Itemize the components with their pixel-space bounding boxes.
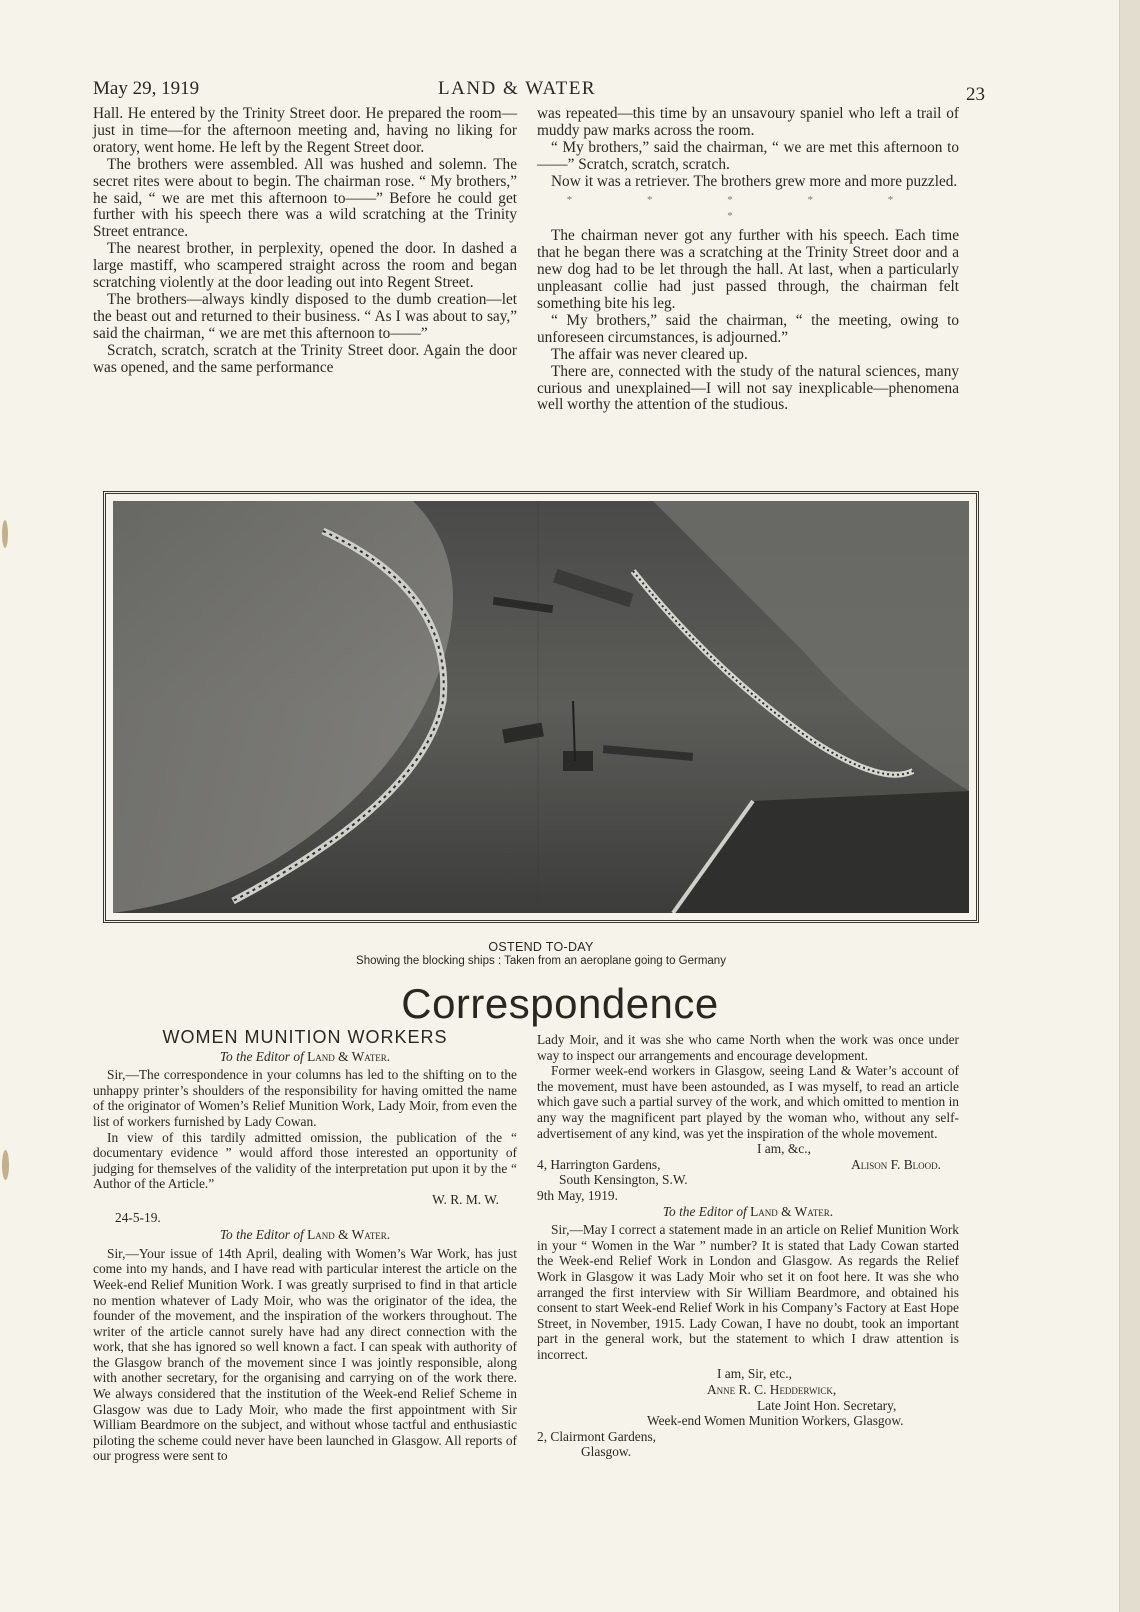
letter-paragraph: Sir,—The correspondence in your columns has led to the shifting on to the unhappy printer’s shoulders of the responsibility for having omitted the name of the originator of Women’s Relief Munition Work, Lady Moir, from even the list of workers furnished by Lady Cowan. bbox=[93, 1067, 517, 1129]
letter-salutation-line bbox=[93, 1227, 517, 1243]
binding-edge bbox=[1119, 0, 1140, 1612]
letter-salutation-line bbox=[537, 1204, 959, 1220]
story-left-column bbox=[93, 106, 517, 377]
page-number: 23 bbox=[966, 84, 985, 105]
letter-address-signature-row bbox=[537, 1157, 959, 1173]
photo-caption bbox=[103, 940, 979, 967]
letter-address: 2, Clairmont Gardens, bbox=[537, 1428, 657, 1444]
paper-stain bbox=[2, 1150, 9, 1180]
to-editor-prefix: To the Editor of bbox=[219, 1227, 304, 1243]
letter-date: 9th May, 1919. bbox=[537, 1187, 618, 1203]
story-paragraph: The brothers were assembled. All was hushed and solemn. The secret rites were about to begin. The chairman rose. “ My brothers,” he said, “ we are met this afternoon to——” Before he could get further with his speech there was a wild scratching at the Trinity Street entrance. bbox=[93, 155, 517, 241]
letter-paragraph: Sir,—May I correct a statement made in an article on Relief Munition Work in your “ Women in the War ” number? It is stated that Lady Cowan started the Week-end Relief Work in London and Glasgow. As regards the Relief Work in Glasgow it was Lady Moir who set it on foot here. It was she who arranged the first interview with Sir William Beardmore, and obtained his consent to start Week-end Relief Work in his Company’s Factory at East Hope Street, in November, 1915. Lady Cowan, I have no doubt, took an important part in the general work, but the statement to which I draw attention is incorrect. bbox=[537, 1222, 959, 1362]
to-editor-paper: Land & Water. bbox=[307, 1048, 391, 1064]
letter-closing: I am, Sir, etc., bbox=[717, 1366, 792, 1382]
correspondence-left-column bbox=[93, 1027, 517, 1464]
letter-paragraph: Lady Moir, and it was she who came North when the work was once under way to inspect our arrangements and encourage development. bbox=[537, 1032, 959, 1063]
story-paragraph: was repeated—this time by an unsavoury spaniel who left a trail of muddy paw marks across the room. bbox=[537, 105, 959, 139]
story-paragraph: The nearest brother, in perplexity, opened the door. In dashed a large mastiff, who scampered straight across the room and began scratching violently at the door leading out into Regent Street. bbox=[93, 240, 517, 292]
paper-stain bbox=[2, 520, 8, 548]
story-paragraph: There are, connected with the study of the natural sciences, many curious and unexplained—I will not say inexplicable—phenomena well worthy the attention of the studious. bbox=[537, 362, 959, 414]
correspondence-right-column bbox=[537, 1032, 959, 1460]
issue-date: May 29, 1919 bbox=[93, 78, 200, 99]
letter-paragraph: In view of this tardily admitted omission, the publication of the “ documentary evidence ” would afford those interested an opportunity of judging for themselves of the validity of the interpretation put upon it by the “ Author of the Article.” bbox=[93, 1129, 517, 1192]
letter-paragraph: Sir,—Your issue of 14th April, dealing with Women’s War Work, has just come into my hands, and I have read with particular interest the article on the Week-end Relief Munition Work. I was greatly surprised to find in that article no mention whatever of Lady Moir, who was the originator of the idea, the founder of the movement, and the inspiration of the workers throughout. The writer of the article cannot surely have had any direct connection with the work, that she has ignored so well known a fact. I can speak with authority of the Glasgow branch of the movement since I was jointly responsible, along with another secretary, for the organising and carrying on of the work there. We always considered that the institution of the Week-end Relief Scheme in Glasgow was due to Lady Moir, who made the first appointment with Sir William Beardmore on the subject, and without whose tactful and enthusiastic piloting the scheme could never have been launched in Glasgow. All reports of our progress were sent to bbox=[93, 1245, 517, 1464]
letter-signature: Anne R. C. Hedderwick, bbox=[707, 1382, 837, 1398]
story-paragraph: The chairman never got any further with his speech. Each time that he began there was a scratching at the Trinity Street door and a new dog had to be let through the hall. At last, when a particularly unpleasant collie had just passed through, the chairman felt something bite his leg. bbox=[537, 227, 959, 312]
correspondence-heading: Correspondence bbox=[401, 980, 719, 1027]
aerial-harbour-image bbox=[113, 501, 969, 913]
story-paragraph: The brothers—always kindly disposed to the dumb creation—let the beast out and returned to their business. “ As I was about to say,” said the chairman, “ we are met this afternoon to——” bbox=[93, 290, 517, 342]
ostend-harbour-photo bbox=[113, 501, 969, 913]
letter-address: 4, Harrington Gardens, bbox=[537, 1156, 661, 1172]
caption-subtitle: Showing the blocking ships : Taken from an aeroplane going to Germany bbox=[356, 955, 726, 967]
photo-frame bbox=[103, 491, 979, 923]
caption-title: OSTEND TO-DAY bbox=[488, 940, 594, 954]
correspondence-subhead: WOMEN MUNITION WORKERS bbox=[162, 1027, 448, 1047]
letter-address: South Kensington, S.W. bbox=[559, 1172, 688, 1188]
to-editor-prefix: To the Editor of bbox=[219, 1048, 304, 1064]
story-paragraph: The affair was never cleared up. bbox=[551, 345, 748, 363]
letter-signature: Alison F. Blood. bbox=[851, 1156, 941, 1172]
letter-paragraph: Former week-end workers in Glasgow, seeing Land & Water’s account of the movement, must have been astounded, as I was myself, to read an article which gave such a partial survey of the work, and which omitted to mention in any way the magnificent part played by the woman who, without any self-advertisement of any kind, was yet the inspiration of the whole movement. bbox=[537, 1063, 959, 1141]
story-paragraph: Scratch, scratch, scratch at the Trinity Street door. Again the door was opened, and the same performance bbox=[93, 341, 517, 376]
letter-signature: W. R. M. W. bbox=[432, 1191, 499, 1207]
letter-date: 24-5-19. bbox=[115, 1209, 161, 1225]
story-paragraph: “ My brothers,” said the chairman, “ we are met this afternoon to——” Scratch, scratch, scratch. bbox=[537, 138, 959, 173]
letter-address: Glasgow. bbox=[581, 1444, 632, 1460]
to-editor-prefix: To the Editor of bbox=[662, 1203, 747, 1219]
signatory-title: Week-end Women Munition Workers, Glasgow. bbox=[647, 1413, 904, 1429]
story-paragraph: “ My brothers,” said the chairman, “ the meeting, owing to unforeseen circumstances, is adjourned.” bbox=[537, 311, 959, 346]
section-break: * * * * * * bbox=[566, 193, 930, 223]
story-paragraph: Hall. He entered by the Trinity Street door. He prepared the room—just in time—for the afternoon meeting and, having no liking for oratory, went home. He left by the Regent Street door. bbox=[93, 105, 517, 156]
magazine-title: LAND & WATER bbox=[438, 78, 597, 99]
letter-salutation-line bbox=[93, 1049, 517, 1065]
story-right-column bbox=[537, 106, 959, 414]
signatory-title: Late Joint Hon. Secretary, bbox=[757, 1397, 897, 1413]
to-editor-paper: Land & Water. bbox=[750, 1203, 834, 1219]
story-paragraph: Now it was a retriever. The brothers grew more and more puzzled. bbox=[551, 172, 958, 190]
to-editor-paper: Land & Water. bbox=[307, 1227, 391, 1243]
page-header bbox=[93, 78, 985, 104]
letter-closing: I am, &c., bbox=[757, 1141, 811, 1157]
